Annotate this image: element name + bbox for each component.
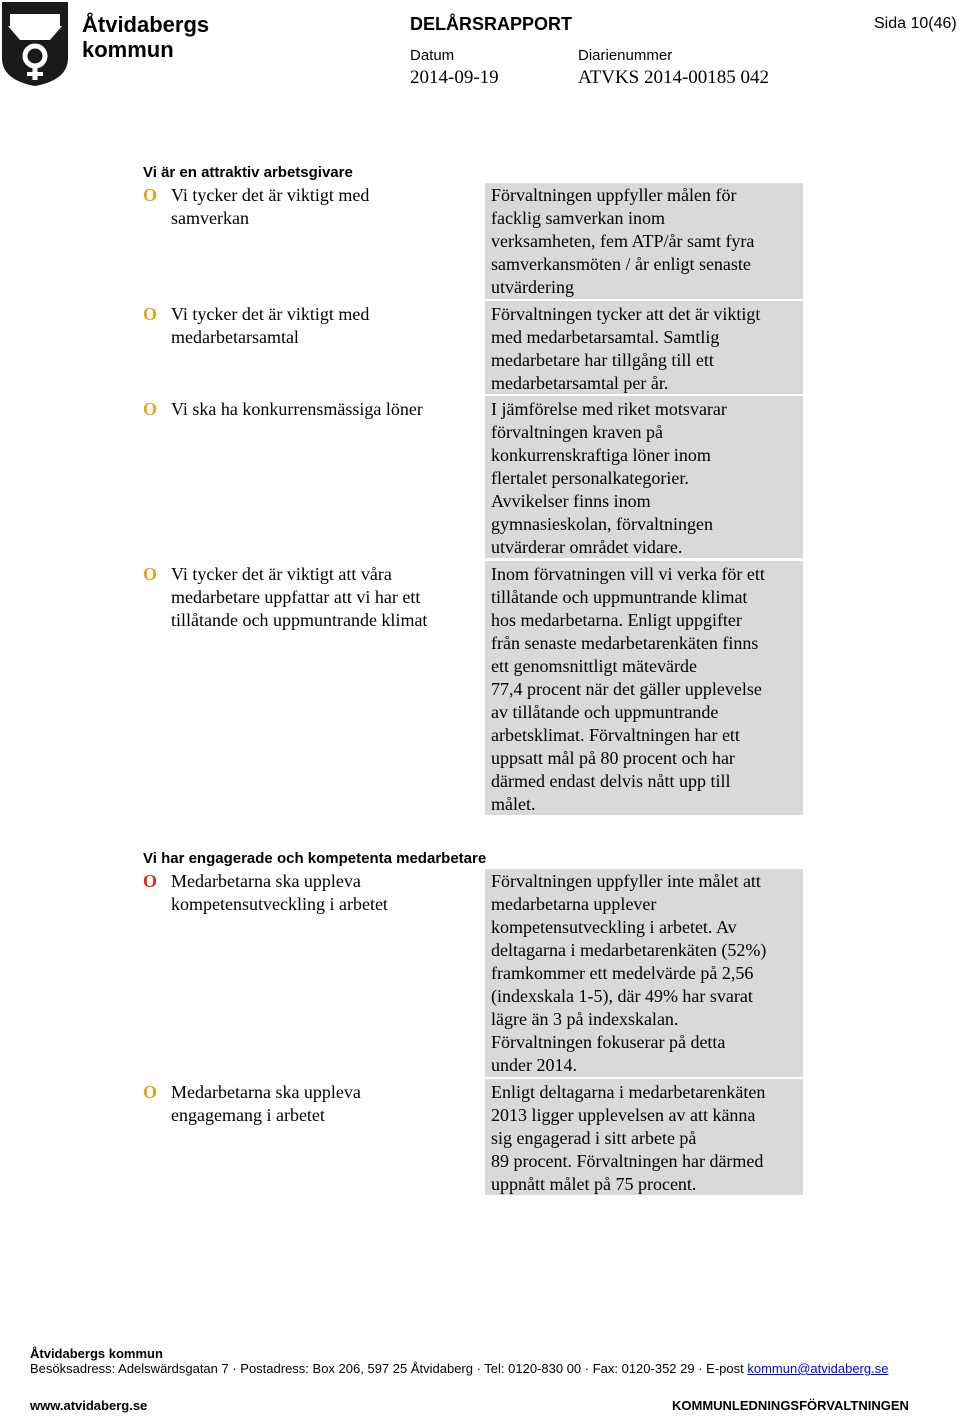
goal-comment: Förvaltningen uppfyller målen för facklig samverkan inom verksamheten, fem ATP/år samt fyra samverkansmöten / år enligt senaste utvärdering <box>485 183 803 299</box>
goal-comment: Enligt deltagarna i medarbetarenkäten 2013 ligger upplevelsen av att känna sig engagerad i sitt arbete på 89 procent. Förvaltningen har därmed uppnått målet på 75 procent. <box>485 1079 803 1195</box>
status-marker-yellow: O <box>143 564 158 584</box>
goal-text <box>171 1081 361 1127</box>
goal-line: tillåtande och uppmuntrande klimat <box>171 610 428 630</box>
goal-text <box>171 303 369 349</box>
goal-text <box>171 184 369 230</box>
footer-email-link[interactable]: kommun@atvidaberg.se <box>747 1361 889 1376</box>
section-heading-engaged-staff: Vi har engagerade och kompetenta medarbetare <box>143 850 487 867</box>
document-type: DELÅRSRAPPORT <box>410 14 573 34</box>
footer-address: Besöksadress: Adelswärdsgatan 7 · Postadress: Box 206, 597 25 Åtvidaberg · Tel: 0120-830 00 · Fax: 0120-352 29 · E-post <box>30 1361 748 1376</box>
footer-contact <box>30 1361 888 1376</box>
status-marker-yellow: O <box>143 185 158 205</box>
footer-department: KOMMUNLEDNINGSFÖRVALTNINGEN <box>672 1398 909 1413</box>
goal-text: Vi ska ha konkurrensmässiga löner <box>171 399 423 419</box>
goal-line: samverkan <box>171 208 249 228</box>
goal-comment: Förvaltningen tycker att det är viktigt med medarbetarsamtal. Samtlig medarbetare har tillgång till ett medarbetarsamtal per år. <box>485 301 803 394</box>
goal-line: kompetensutveckling i arbetet <box>171 894 388 914</box>
goal-line: Medarbetarna ska uppleva <box>171 1082 361 1102</box>
goal-comment: Inom förvatningen vill vi verka för ett tillåtande och uppmuntrande klimat hos medarbetarna. Enligt uppgifter från senaste medarbetarenkäten finns ett genomsnittligt mätevärde 77,4 procent när det gäller upplevelse av tillåtande och uppmuntrande arbetsklimat. Förvaltningen har ett uppsatt mål på 80 procent och har därmed endast delvis nått upp till målet. <box>485 561 803 815</box>
goal-line: Medarbetarna ska uppleva <box>171 871 361 891</box>
goal-text <box>171 563 427 632</box>
footer-organization: Åtvidabergs kommun <box>30 1346 163 1361</box>
organization-name-line2: kommun <box>82 37 174 62</box>
goal-line: medarbetare uppfattar att vi har ett <box>171 587 421 607</box>
status-marker-yellow: O <box>143 304 158 324</box>
goal-line: Vi tycker det är viktigt med <box>171 304 370 324</box>
goal-line: Vi tycker det är viktigt med <box>171 185 370 205</box>
page-number: Sida 10(46) <box>874 15 957 32</box>
goal-line: Vi tycker det är viktigt att våra <box>171 564 392 584</box>
goal-comment: I jämförelse med riket motsvarar förvaltningen kraven på konkurrenskraftiga löner inom flertalet personalkategorier. Avvikelser finns inom gymnasieskolan, förvaltningen utvärderar området vidare. <box>485 396 803 558</box>
reference-value: ATVKS 2014-00185 042 <box>578 67 770 88</box>
goal-text <box>171 870 388 916</box>
municipality-coat-of-arms-logo <box>0 0 70 88</box>
footer-website[interactable]: www.atvidaberg.se <box>30 1398 148 1413</box>
organization-name-line1: Åtvidabergs <box>82 12 210 37</box>
status-marker-yellow: O <box>143 1082 158 1102</box>
organization-name <box>82 12 209 62</box>
date-label: Datum <box>410 47 455 64</box>
goal-line: engagemang i arbetet <box>171 1105 325 1125</box>
status-marker-red: O <box>143 871 158 891</box>
reference-label: Diarienummer <box>578 47 673 64</box>
status-marker-yellow: O <box>143 399 158 419</box>
goal-line: medarbetarsamtal <box>171 327 299 347</box>
goal-comment: Förvaltningen uppfyller inte målet att medarbetarna upplever kompetensutveckling i arbetet. Av deltagarna i medarbetarenkäten (52%) framkommer ett medelvärde på 2,56 (indexskala 1-5), där 49% har svarat lägre än 3 på indexskalan. Förvaltningen fokuserar på detta under 2014. <box>485 869 803 1077</box>
section-heading-attractive-employer: Vi är en attraktiv arbetsgivare <box>143 164 353 181</box>
date-value: 2014-09-19 <box>410 67 499 88</box>
